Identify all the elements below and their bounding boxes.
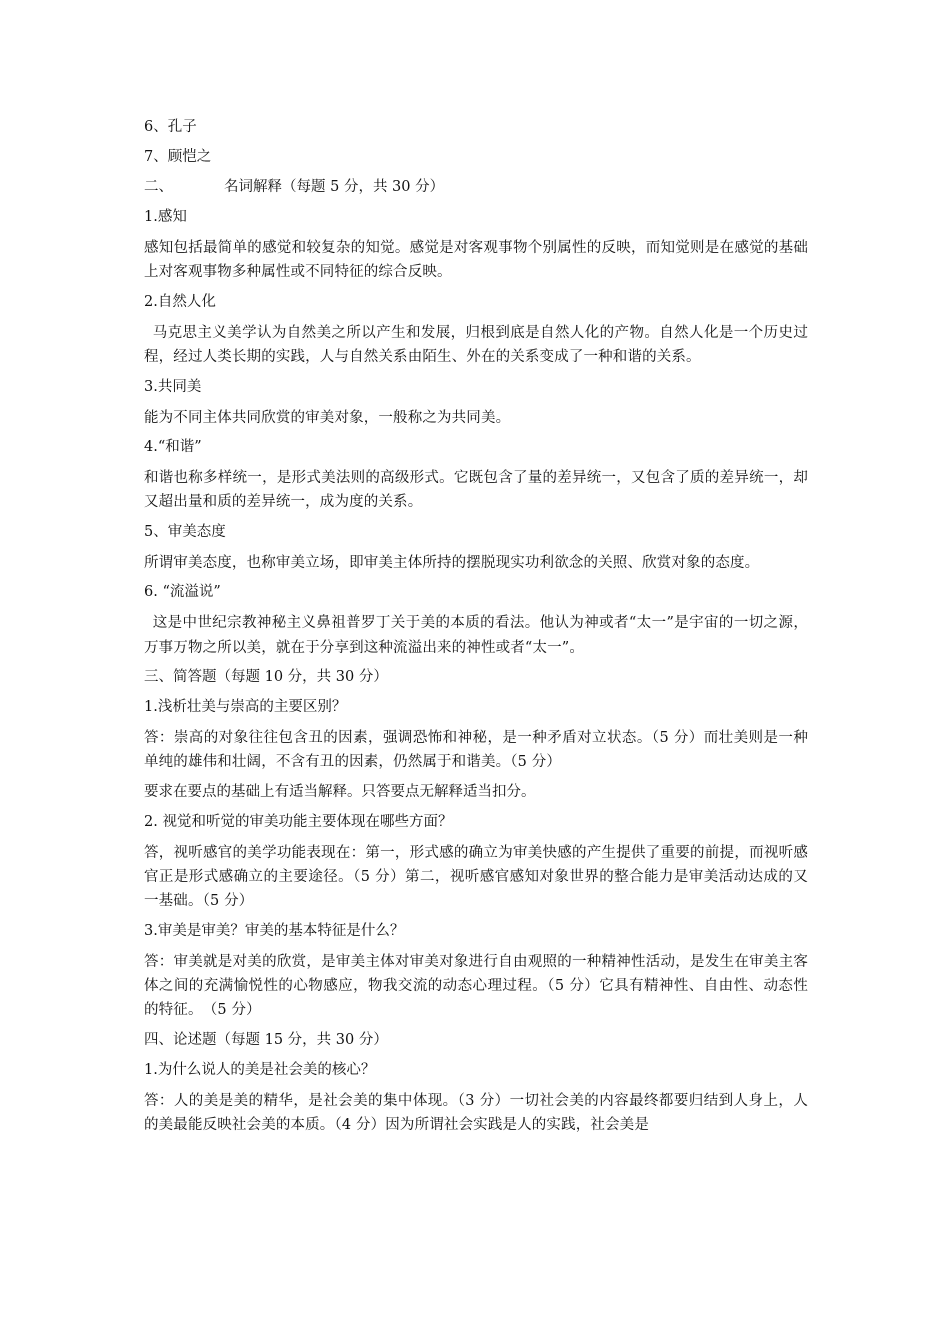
term-definition: 能为不同主体共同欣赏的审美对象，一般称之为共同美。: [144, 409, 511, 426]
section-number-2: 二、: [144, 178, 173, 195]
question-heading: 3.审美是审美？审美的基本特征是什么？: [144, 922, 405, 939]
section-heading-2: [144, 176, 808, 200]
term-heading: 5、审美态度: [144, 523, 226, 540]
answer-item-7: 7、顾恺之: [144, 148, 212, 165]
document-page: [144, 116, 808, 1144]
question-answer: 答：审美就是对美的欣赏，是审美主体对审美对象进行自由观照的一种精神性活动，是发生在审美主客体之间的充满愉悦性的心物感应，物我交流的动态心理过程。（5 分）它具有精神性、自由性、动态性的特征。 （5 分）: [144, 953, 808, 1019]
question-heading: 1.浅析壮美与崇高的主要区别？: [144, 699, 347, 716]
grading-note: 要求在要点的基础上有适当解释。只答要点无解释适当扣分。: [144, 784, 536, 800]
answer-item-6: 6、孔子: [144, 119, 197, 135]
term-heading: 6. “流溢说”: [144, 584, 221, 601]
question-heading: 2. 视觉和听觉的审美功能主要体现在哪些方面？: [144, 813, 453, 830]
term-definition: 马克思主义美学认为自然美之所以产生和发展，归根到底是自然人化的产物。自然人化是一个历史过程，经过人类长期的实践，人与自然关系由陌生、外在的关系变成了一种和谐的关系。: [144, 324, 808, 365]
section-heading-4: 四、论述题（每题 15 分，共 30 分）: [144, 1031, 388, 1048]
term-heading: 4.“和谐”: [144, 439, 202, 456]
term-definition: 和谐也称多样统一，是形式美法则的高级形式。它既包含了量的差异统一，又包含了质的差异统一，却又超出量和质的差异统一，成为度的关系。: [144, 470, 808, 511]
section-heading-3: 三、简答题（每题 10 分，共 30 分）: [144, 669, 388, 686]
term-heading: 1.感知: [144, 208, 187, 225]
question-answer: 答：崇高的对象往往包含丑的因素，强调恐怖和神秘，是一种矛盾对立状态。（5 分）而壮美则是一种单纯的雄伟和壮阔，不含有丑的因素，仍然属于和谐美。（5 分）: [144, 730, 808, 771]
term-definition: 感知包括最简单的感觉和较复杂的知觉。感觉是对客观事物个别属性的反映，而知觉则是在感觉的基础上对客观事物多种属性或不同特征的综合反映。: [144, 239, 808, 281]
term-definition: 所谓审美态度，也称审美立场，即审美主体所持的摆脱现实功利欲念的关照、欣赏对象的态度。: [144, 554, 760, 571]
question-answer: 答，视听感官的美学功能表现在：第一，形式感的确立为审美快感的产生提供了重要的前提，而视听感官正是形式感确立的主要途径。（5 分）第二，视听感官感知对象世界的整合能力是审美活动达成的又一基础。（5 分）: [144, 844, 808, 910]
term-heading: 3.共同美: [144, 378, 202, 395]
question-heading: 1.为什么说人的美是社会美的核心？: [144, 1061, 376, 1078]
term-definition: 这是中世纪宗教神秘主义鼻祖普罗丁关于美的本质的看法。他认为神或者“太一”是宇宙的一切之源，万事万物之所以美，就在于分享到这种流溢出来的神性或者“太一”。: [144, 615, 808, 656]
question-answer: 答：人的美是美的精华，是社会美的集中体现。（3 分）一切社会美的内容最终都要归结到人身上，人的美最能反映社会美的本质。（4 分）因为所谓社会实践是人的实践，社会美是: [144, 1092, 808, 1134]
section-title-2: 名词解释（每题 5 分，共 30 分）: [224, 178, 445, 195]
term-heading: 2.自然人化: [144, 293, 216, 310]
